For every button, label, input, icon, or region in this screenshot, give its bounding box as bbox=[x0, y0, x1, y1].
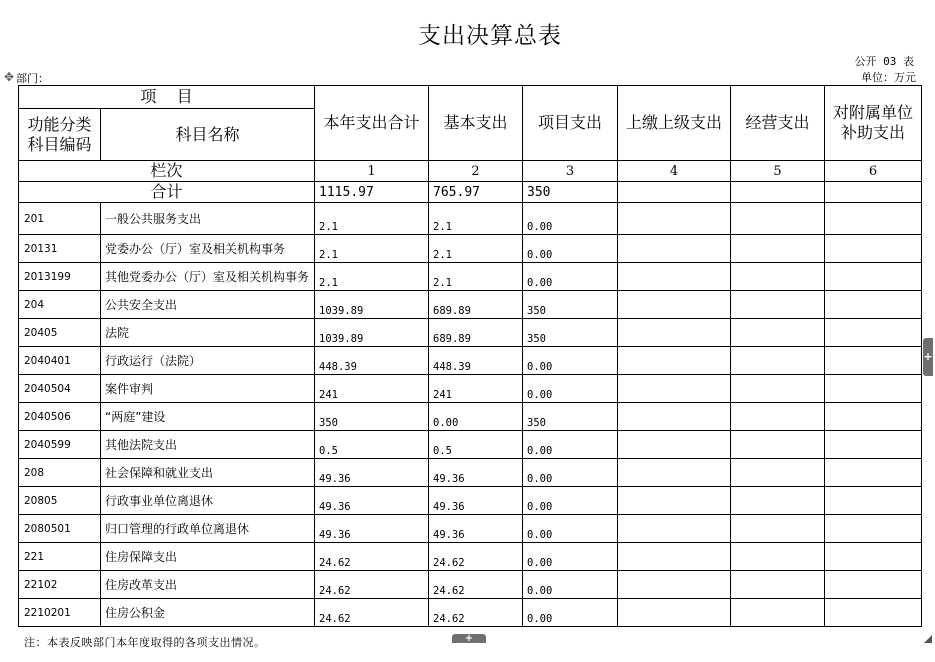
row-value-4 bbox=[618, 571, 731, 599]
table-row bbox=[19, 543, 922, 571]
row-code: 2080501 bbox=[19, 515, 101, 543]
row-value-3: 0.00 bbox=[523, 203, 618, 235]
header-col-3: 项目支出 bbox=[523, 86, 618, 161]
row-value-4 bbox=[618, 599, 731, 627]
row-value-4 bbox=[618, 235, 731, 263]
row-value-3: 350 bbox=[523, 319, 618, 347]
col-number-5: 5 bbox=[731, 161, 825, 182]
row-value-2: 689.89 bbox=[429, 291, 523, 319]
table-row bbox=[19, 263, 922, 291]
row-value-4 bbox=[618, 487, 731, 515]
row-code: 2013199 bbox=[19, 263, 101, 291]
header-col-5: 经营支出 bbox=[731, 86, 825, 161]
row-value-4 bbox=[618, 347, 731, 375]
table-row bbox=[19, 403, 922, 431]
table-row bbox=[19, 291, 922, 319]
row-value-3: 0.00 bbox=[523, 459, 618, 487]
row-value-4 bbox=[618, 515, 731, 543]
row-value-2: 241 bbox=[429, 375, 523, 403]
table-row bbox=[19, 431, 922, 459]
table-row bbox=[19, 487, 922, 515]
row-value-5 bbox=[731, 487, 825, 515]
row-value-1: 1039.89 bbox=[315, 291, 429, 319]
row-value-2: 49.36 bbox=[429, 515, 523, 543]
row-value-1: 49.36 bbox=[315, 487, 429, 515]
row-value-6 bbox=[825, 291, 922, 319]
row-value-1: 2.1 bbox=[315, 203, 429, 235]
row-name: 其他法院支出 bbox=[101, 431, 315, 459]
row-value-5 bbox=[731, 319, 825, 347]
row-code: 2040401 bbox=[19, 347, 101, 375]
row-value-4 bbox=[618, 375, 731, 403]
row-name: 其他党委办公（厅）室及相关机构事务 bbox=[101, 263, 315, 291]
row-value-1: 241 bbox=[315, 375, 429, 403]
row-value-3: 0.00 bbox=[523, 515, 618, 543]
row-value-4 bbox=[618, 319, 731, 347]
total-value-3: 350 bbox=[523, 182, 618, 203]
row-name: 公共安全支出 bbox=[101, 291, 315, 319]
row-code: 204 bbox=[19, 291, 101, 319]
row-code: 2040599 bbox=[19, 431, 101, 459]
row-value-3: 0.00 bbox=[523, 431, 618, 459]
report-title: 支出决算总表 bbox=[418, 23, 562, 49]
header-col-1: 本年支出合计 bbox=[315, 86, 429, 161]
row-value-1: 2.1 bbox=[315, 263, 429, 291]
row-name: 归口管理的行政单位离退休 bbox=[101, 515, 315, 543]
row-code: 2040506 bbox=[19, 403, 101, 431]
total-value-4 bbox=[618, 182, 731, 203]
row-value-5 bbox=[731, 543, 825, 571]
row-value-4 bbox=[618, 403, 731, 431]
row-value-3: 0.00 bbox=[523, 571, 618, 599]
row-value-5 bbox=[731, 571, 825, 599]
header-col-6-label: 对附属单位补助支出 bbox=[833, 103, 914, 142]
row-code: 20131 bbox=[19, 235, 101, 263]
row-value-3: 0.00 bbox=[523, 347, 618, 375]
row-number-label: 栏次 bbox=[19, 161, 315, 182]
row-value-6 bbox=[825, 319, 922, 347]
col-number-6: 6 bbox=[825, 161, 922, 182]
move-handle-icon[interactable]: ✥ bbox=[4, 70, 15, 84]
table-row bbox=[19, 319, 922, 347]
header-code bbox=[19, 109, 101, 161]
table-row bbox=[19, 235, 922, 263]
row-value-4 bbox=[618, 459, 731, 487]
row-name: 行政事业单位离退休 bbox=[101, 487, 315, 515]
row-value-3: 350 bbox=[523, 291, 618, 319]
row-value-1: 0.5 bbox=[315, 431, 429, 459]
row-value-3: 350 bbox=[523, 403, 618, 431]
col-number-2: 2 bbox=[429, 161, 523, 182]
header-name: 科目名称 bbox=[101, 109, 315, 161]
header-col-6 bbox=[825, 86, 922, 161]
row-value-2: 2.1 bbox=[429, 263, 523, 291]
row-value-2: 0.5 bbox=[429, 431, 523, 459]
row-value-2: 24.62 bbox=[429, 571, 523, 599]
row-value-6 bbox=[825, 599, 922, 627]
row-value-3: 0.00 bbox=[523, 375, 618, 403]
table-row bbox=[19, 571, 922, 599]
row-value-2: 49.36 bbox=[429, 487, 523, 515]
row-name: 案件审判 bbox=[101, 375, 315, 403]
row-value-3: 0.00 bbox=[523, 599, 618, 627]
total-value-6 bbox=[825, 182, 922, 203]
row-code: 221 bbox=[19, 543, 101, 571]
total-label: 合计 bbox=[19, 182, 315, 203]
total-value-1: 1115.97 bbox=[315, 182, 429, 203]
row-value-2: 448.39 bbox=[429, 347, 523, 375]
row-code: 201 bbox=[19, 203, 101, 235]
table-row bbox=[19, 599, 922, 627]
row-code: 22102 bbox=[19, 571, 101, 599]
row-value-6 bbox=[825, 203, 922, 235]
col-number-1: 1 bbox=[315, 161, 429, 182]
row-value-1: 49.36 bbox=[315, 515, 429, 543]
row-value-4 bbox=[618, 263, 731, 291]
row-value-5 bbox=[731, 515, 825, 543]
row-value-6 bbox=[825, 235, 922, 263]
row-value-6 bbox=[825, 459, 922, 487]
row-value-2: 24.62 bbox=[429, 599, 523, 627]
expenditure-table bbox=[18, 85, 922, 627]
row-value-3: 0.00 bbox=[523, 487, 618, 515]
footnote: 注：本表反映部门本年度取得的各项支出情况。 bbox=[24, 636, 266, 649]
row-value-3: 0.00 bbox=[523, 543, 618, 571]
department-label: 部门： bbox=[16, 72, 49, 85]
row-value-6 bbox=[825, 487, 922, 515]
col-number-4: 4 bbox=[618, 161, 731, 182]
row-value-6 bbox=[825, 403, 922, 431]
table-row bbox=[19, 203, 922, 235]
row-name: 一般公共服务支出 bbox=[101, 203, 315, 235]
row-value-5 bbox=[731, 235, 825, 263]
row-value-6 bbox=[825, 571, 922, 599]
row-code: 20805 bbox=[19, 487, 101, 515]
row-value-5 bbox=[731, 291, 825, 319]
unit-label: 单位：万元 bbox=[861, 71, 916, 84]
col-number-3: 3 bbox=[523, 161, 618, 182]
row-value-5 bbox=[731, 263, 825, 291]
header-item: 项 目 bbox=[19, 86, 315, 109]
table-row bbox=[19, 459, 922, 487]
table-row bbox=[19, 347, 922, 375]
add-column-icon[interactable]: + bbox=[923, 338, 933, 376]
table-number: 公开 03 表 bbox=[854, 55, 914, 68]
row-value-6 bbox=[825, 347, 922, 375]
row-name: 社会保障和就业支出 bbox=[101, 459, 315, 487]
row-value-1: 24.62 bbox=[315, 543, 429, 571]
row-value-1: 49.36 bbox=[315, 459, 429, 487]
table-row bbox=[19, 375, 922, 403]
row-code: 208 bbox=[19, 459, 101, 487]
row-value-6 bbox=[825, 263, 922, 291]
header-code-label: 功能分类科目编码 bbox=[27, 114, 92, 154]
row-value-2: 0.00 bbox=[429, 403, 523, 431]
total-value-5 bbox=[731, 182, 825, 203]
row-code: 2040504 bbox=[19, 375, 101, 403]
row-value-5 bbox=[731, 599, 825, 627]
row-code: 20405 bbox=[19, 319, 101, 347]
row-value-3: 0.00 bbox=[523, 263, 618, 291]
table-row bbox=[19, 515, 922, 543]
row-name: 住房公积金 bbox=[101, 599, 315, 627]
header-col-2: 基本支出 bbox=[429, 86, 523, 161]
total-value-2: 765.97 bbox=[429, 182, 523, 203]
row-value-6 bbox=[825, 515, 922, 543]
row-value-1: 24.62 bbox=[315, 571, 429, 599]
row-value-2: 49.36 bbox=[429, 459, 523, 487]
row-value-6 bbox=[825, 375, 922, 403]
row-value-5 bbox=[731, 431, 825, 459]
row-value-6 bbox=[825, 431, 922, 459]
row-value-4 bbox=[618, 543, 731, 571]
row-name: 住房改革支出 bbox=[101, 571, 315, 599]
row-value-3: 0.00 bbox=[523, 235, 618, 263]
row-value-4 bbox=[618, 431, 731, 459]
row-value-4 bbox=[618, 291, 731, 319]
row-name: 党委办公（厅）室及相关机构事务 bbox=[101, 235, 315, 263]
row-value-5 bbox=[731, 375, 825, 403]
row-value-5 bbox=[731, 203, 825, 235]
row-value-1: 448.39 bbox=[315, 347, 429, 375]
row-value-1: 2.1 bbox=[315, 235, 429, 263]
row-value-1: 24.62 bbox=[315, 599, 429, 627]
header-col-4: 上缴上级支出 bbox=[618, 86, 731, 161]
add-row-icon[interactable]: + bbox=[452, 634, 486, 643]
row-value-1: 1039.89 bbox=[315, 319, 429, 347]
row-value-5 bbox=[731, 347, 825, 375]
row-name: “两庭”建设 bbox=[101, 403, 315, 431]
row-name: 住房保障支出 bbox=[101, 543, 315, 571]
row-value-2: 24.62 bbox=[429, 543, 523, 571]
row-name: 行政运行（法院） bbox=[101, 347, 315, 375]
row-value-1: 350 bbox=[315, 403, 429, 431]
row-value-5 bbox=[731, 403, 825, 431]
row-value-6 bbox=[825, 543, 922, 571]
row-value-2: 2.1 bbox=[429, 203, 523, 235]
row-value-5 bbox=[731, 459, 825, 487]
resize-grip-icon[interactable] bbox=[923, 634, 933, 644]
row-value-2: 689.89 bbox=[429, 319, 523, 347]
row-value-4 bbox=[618, 203, 731, 235]
row-code: 2210201 bbox=[19, 599, 101, 627]
row-name: 法院 bbox=[101, 319, 315, 347]
row-value-2: 2.1 bbox=[429, 235, 523, 263]
